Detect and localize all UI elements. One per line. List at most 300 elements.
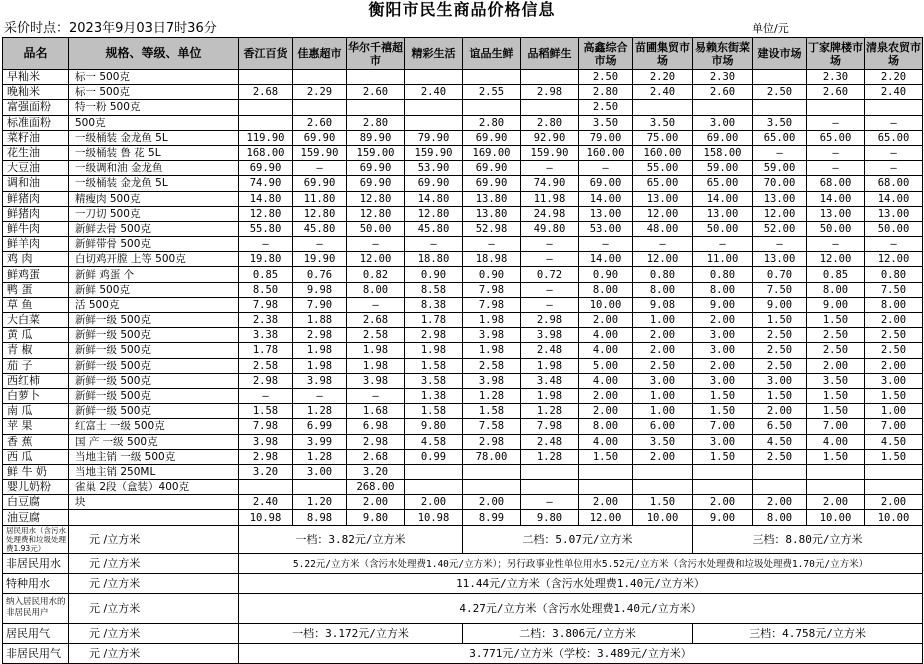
- price-cell: [865, 464, 923, 479]
- price-cell: [693, 100, 753, 115]
- price-cell: 3.48: [521, 373, 579, 388]
- price-cell: [633, 464, 693, 479]
- price-cell: 1.68: [347, 404, 405, 419]
- price-cell: 12.80: [347, 206, 405, 221]
- table-row: [3, 464, 923, 479]
- price-cell: 2.48: [521, 434, 579, 449]
- price-cell: 1.98: [405, 343, 463, 358]
- price-cell: 13.00: [807, 206, 865, 221]
- price-cell: 1.88: [293, 313, 347, 328]
- price-cell: [521, 480, 579, 495]
- table-row: [3, 449, 923, 464]
- price-cell: 7.98: [521, 419, 579, 434]
- price-cell: [293, 70, 347, 85]
- price-cell: 12.00: [753, 206, 807, 221]
- utility-row: [3, 553, 923, 573]
- price-cell: 50.00: [347, 221, 405, 236]
- price-cell: 1.50: [807, 449, 865, 464]
- price-cell: 0.90: [579, 267, 633, 282]
- price-cell: 7.00: [865, 419, 923, 434]
- price-cell: 12.00: [633, 206, 693, 221]
- price-cell: 2.50: [807, 343, 865, 358]
- price-cell: 3.00: [693, 373, 753, 388]
- price-cell: 78.00: [463, 449, 521, 464]
- price-cell: 12.80: [239, 206, 293, 221]
- item-spec: 新鲜 鸡蛋 个: [69, 267, 239, 282]
- item-name: 婴儿奶粉: [3, 480, 69, 495]
- price-cell: 2.00: [693, 313, 753, 328]
- item-spec: 特一粉 500克: [69, 100, 239, 115]
- price-cell: 65.00: [753, 130, 807, 145]
- table-row: [3, 373, 923, 388]
- price-cell: 7.50: [865, 282, 923, 297]
- price-cell: [693, 464, 753, 479]
- utility-rate: 一档：3.82元/立方米: [239, 525, 463, 553]
- price-cell: [405, 464, 463, 479]
- price-cell: [579, 480, 633, 495]
- price-cell: 14.80: [239, 191, 293, 206]
- price-cell: 69.90: [463, 130, 521, 145]
- price-cell: —: [579, 161, 633, 176]
- utility-row: [3, 643, 923, 663]
- price-cell: 1.98: [347, 343, 405, 358]
- price-cell: —: [865, 145, 923, 160]
- item-spec: 新鲜一级 500克: [69, 313, 239, 328]
- utility-unit: 元 /立方米: [69, 643, 239, 663]
- price-cell: 14.00: [807, 191, 865, 206]
- price-cell: 160.00: [579, 145, 633, 160]
- price-cell: 1.50: [693, 404, 753, 419]
- item-spec: 标一 500克: [69, 70, 239, 85]
- price-cell: 7.98: [463, 282, 521, 297]
- price-cell: 3.00: [693, 434, 753, 449]
- table-row: [3, 115, 923, 130]
- item-name: 花生油: [3, 145, 69, 160]
- item-name: 茄 子: [3, 358, 69, 373]
- price-cell: 2.40: [405, 85, 463, 100]
- price-cell: 3.00: [693, 343, 753, 358]
- price-cell: 65.00: [693, 176, 753, 191]
- price-cell: 4.00: [579, 373, 633, 388]
- price-table: [2, 37, 923, 664]
- price-cell: 1.98: [293, 343, 347, 358]
- price-cell: [693, 480, 753, 495]
- header-market: 佳惠超市: [293, 38, 347, 70]
- price-cell: 68.00: [865, 176, 923, 191]
- price-cell: 268.00: [347, 480, 405, 495]
- price-cell: 2.00: [865, 313, 923, 328]
- price-cell: 8.99: [463, 510, 521, 525]
- item-name: 黄 瓜: [3, 328, 69, 343]
- utility-unit: 元 /立方米: [69, 573, 239, 593]
- price-cell: [463, 100, 521, 115]
- price-cell: 70.00: [753, 176, 807, 191]
- item-spec: 活 500克: [69, 297, 239, 312]
- price-cell: 18.98: [463, 252, 521, 267]
- price-cell: 69.90: [405, 176, 463, 191]
- price-cell: [807, 480, 865, 495]
- item-name: 白萝卜: [3, 388, 69, 403]
- price-cell: 50.00: [693, 221, 753, 236]
- price-cell: 3.50: [579, 115, 633, 130]
- price-cell: 12.00: [807, 252, 865, 267]
- item-name: 鸭 蛋: [3, 282, 69, 297]
- table-row: [3, 388, 923, 403]
- price-cell: —: [807, 237, 865, 252]
- page-title: 衡阳市民生商品价格信息: [368, 0, 556, 19]
- utility-rate: 一档：3.172元/立方米: [239, 623, 463, 643]
- price-cell: 10.98: [405, 510, 463, 525]
- price-cell: 6.00: [633, 419, 693, 434]
- price-cell: 24.98: [521, 206, 579, 221]
- price-cell: [293, 480, 347, 495]
- price-cell: 2.98: [239, 449, 293, 464]
- item-name: 鲜鸡蛋: [3, 267, 69, 282]
- price-cell: 8.00: [579, 282, 633, 297]
- price-cell: 0.80: [865, 267, 923, 282]
- price-cell: 2.00: [579, 388, 633, 403]
- price-cell: 2.00: [579, 313, 633, 328]
- price-cell: 3.50: [807, 373, 865, 388]
- item-name: 调和油: [3, 176, 69, 191]
- table-row: [3, 85, 923, 100]
- price-cell: 14.00: [579, 252, 633, 267]
- table-row: [3, 161, 923, 176]
- item-name: 香 蕉: [3, 434, 69, 449]
- price-cell: 119.90: [239, 130, 293, 145]
- item-name: 鲜 牛 奶: [3, 464, 69, 479]
- price-cell: 3.00: [693, 115, 753, 130]
- price-cell: 8.00: [633, 282, 693, 297]
- price-cell: [239, 100, 293, 115]
- table-row: [3, 419, 923, 434]
- price-cell: 9.80: [405, 419, 463, 434]
- price-cell: [807, 464, 865, 479]
- price-cell: 8.58: [405, 282, 463, 297]
- price-cell: —: [807, 161, 865, 176]
- price-cell: [463, 480, 521, 495]
- table-row: [3, 206, 923, 221]
- price-cell: 1.50: [693, 449, 753, 464]
- price-cell: 2.00: [807, 358, 865, 373]
- price-cell: 3.98: [521, 328, 579, 343]
- table-row: [3, 130, 923, 145]
- item-spec: 当地主销 250ML: [69, 464, 239, 479]
- price-cell: 12.80: [347, 191, 405, 206]
- price-cell: [405, 115, 463, 130]
- price-cell: —: [521, 495, 579, 510]
- item-spec: 当地主销 一级 500克: [69, 449, 239, 464]
- header-market: 易赖东街菜市场: [693, 38, 753, 70]
- price-cell: 4.00: [579, 343, 633, 358]
- item-spec: 新鲜一级 500克: [69, 343, 239, 358]
- price-cell: 2.00: [807, 495, 865, 510]
- price-cell: 1.58: [239, 404, 293, 419]
- price-cell: [753, 480, 807, 495]
- item-name: 鲜猪肉: [3, 206, 69, 221]
- price-cell: 3.58: [405, 373, 463, 388]
- utility-rate: 5.22元/立方米（含污水处理费1.40元/立方米）；另行政事业性单位用水5.52元/立方米（含污水处理费和垃圾处理费1.70元/立方米）: [239, 553, 923, 573]
- utility-unit: 元 /立方米: [69, 623, 239, 643]
- price-cell: [239, 115, 293, 130]
- price-cell: 1.28: [293, 449, 347, 464]
- table-row: [3, 480, 923, 495]
- utility-name: 非居民用水: [3, 553, 69, 573]
- item-spec: 国 产 一级 500克: [69, 434, 239, 449]
- price-cell: 159.90: [405, 145, 463, 160]
- item-name: 鲜羊肉: [3, 237, 69, 252]
- price-cell: 0.82: [347, 267, 405, 282]
- price-cell: 2.58: [463, 358, 521, 373]
- utility-row: [3, 623, 923, 643]
- price-cell: 9.00: [753, 297, 807, 312]
- price-cell: 3.00: [633, 373, 693, 388]
- utility-rate: 三档：4.758元/立方米: [693, 623, 923, 643]
- price-cell: 65.00: [807, 130, 865, 145]
- table-row: [3, 145, 923, 160]
- price-cell: 8.00: [807, 282, 865, 297]
- item-spec: 新鲜一级 500克: [69, 373, 239, 388]
- price-cell: 2.98: [463, 434, 521, 449]
- price-cell: 2.40: [633, 85, 693, 100]
- price-cell: 2.00: [633, 328, 693, 343]
- price-cell: 10.00: [579, 297, 633, 312]
- item-spec: 标一 500克: [69, 85, 239, 100]
- table-row: [3, 434, 923, 449]
- price-cell: 13.00: [865, 206, 923, 221]
- price-cell: 69.90: [293, 176, 347, 191]
- item-name: 苹 果: [3, 419, 69, 434]
- price-cell: 2.20: [865, 70, 923, 85]
- item-spec: 一级桶装 金龙鱼 5L: [69, 176, 239, 191]
- item-name: 大白菜: [3, 313, 69, 328]
- utility-row: [3, 525, 923, 553]
- price-cell: 2.60: [293, 115, 347, 130]
- price-cell: 6.50: [753, 419, 807, 434]
- table-row: [3, 495, 923, 510]
- price-cell: 9.08: [633, 297, 693, 312]
- price-cell: 158.00: [693, 145, 753, 160]
- price-cell: 0.99: [405, 449, 463, 464]
- price-cell: 12.80: [293, 206, 347, 221]
- item-spec: 一级桶装 金龙鱼 5L: [69, 130, 239, 145]
- item-name: 白豆腐: [3, 495, 69, 510]
- price-cell: 1.20: [293, 495, 347, 510]
- price-cell: —: [753, 237, 807, 252]
- price-cell: 1.78: [405, 313, 463, 328]
- price-cell: 13.80: [463, 191, 521, 206]
- price-cell: 4.00: [579, 328, 633, 343]
- price-cell: [807, 100, 865, 115]
- price-cell: [347, 100, 405, 115]
- price-cell: 9.00: [693, 510, 753, 525]
- price-cell: 2.00: [693, 358, 753, 373]
- price-cell: 3.00: [293, 464, 347, 479]
- price-cell: 69.90: [293, 130, 347, 145]
- price-cell: —: [405, 237, 463, 252]
- price-cell: 1.38: [405, 388, 463, 403]
- price-cell: 7.98: [239, 297, 293, 312]
- price-cell: [405, 100, 463, 115]
- price-cell: 69.90: [463, 161, 521, 176]
- item-name: 油豆腐: [3, 510, 69, 525]
- utility-name: 特种用水: [3, 573, 69, 593]
- price-cell: —: [463, 237, 521, 252]
- price-cell: 9.00: [807, 297, 865, 312]
- price-cell: 0.85: [239, 267, 293, 282]
- table-row: [3, 313, 923, 328]
- price-cell: 2.50: [753, 358, 807, 373]
- price-cell: 4.50: [753, 434, 807, 449]
- header-spec: 规格、等级、单位: [69, 38, 239, 70]
- utility-row: [3, 593, 923, 623]
- price-cell: —: [865, 237, 923, 252]
- price-cell: 0.80: [633, 267, 693, 282]
- table-row: [3, 221, 923, 236]
- price-cell: 169.00: [463, 145, 521, 160]
- price-cell: [239, 70, 293, 85]
- price-cell: 2.60: [347, 85, 405, 100]
- price-cell: 19.80: [239, 252, 293, 267]
- item-spec: 新鲜去骨 500克: [69, 221, 239, 236]
- price-cell: 3.50: [633, 434, 693, 449]
- price-cell: 8.38: [405, 297, 463, 312]
- price-cell: 3.50: [633, 115, 693, 130]
- item-name: 早籼米: [3, 70, 69, 85]
- header-row: [3, 38, 923, 70]
- price-cell: 168.00: [239, 145, 293, 160]
- price-cell: 2.50: [579, 100, 633, 115]
- price-cell: —: [865, 115, 923, 130]
- price-cell: 1.50: [753, 388, 807, 403]
- price-cell: 59.00: [693, 161, 753, 176]
- item-name: 晚籼米: [3, 85, 69, 100]
- item-name: 鲜牛肉: [3, 221, 69, 236]
- price-cell: 2.50: [753, 343, 807, 358]
- price-cell: 7.00: [807, 419, 865, 434]
- utility-rate: 3.771元/立方米（学校：3.489元/立方米）: [239, 643, 923, 663]
- header-market: 精彩生活: [405, 38, 463, 70]
- price-cell: 3.98: [239, 434, 293, 449]
- price-cell: 69.00: [579, 176, 633, 191]
- price-cell: —: [521, 252, 579, 267]
- price-cell: 1.00: [633, 313, 693, 328]
- price-cell: 79.00: [579, 130, 633, 145]
- item-spec: 白切鸡开膛 上等 500克: [69, 252, 239, 267]
- price-cell: 2.00: [633, 449, 693, 464]
- item-name: 西 瓜: [3, 449, 69, 464]
- price-cell: 69.00: [693, 130, 753, 145]
- price-cell: 1.98: [463, 343, 521, 358]
- price-cell: 1.00: [633, 388, 693, 403]
- price-cell: 2.68: [347, 449, 405, 464]
- table-row: [3, 237, 923, 252]
- price-cell: 9.80: [521, 510, 579, 525]
- price-cell: 7.58: [463, 419, 521, 434]
- header-market: 高鑫综合市场: [579, 38, 633, 70]
- price-cell: 0.70: [753, 267, 807, 282]
- price-cell: 11.80: [293, 191, 347, 206]
- price-cell: 55.00: [633, 161, 693, 176]
- price-cell: 13.00: [693, 206, 753, 221]
- price-cell: [347, 70, 405, 85]
- price-cell: 2.20: [633, 70, 693, 85]
- price-rows: [3, 70, 923, 526]
- price-cell: —: [865, 161, 923, 176]
- price-cell: 8.98: [293, 510, 347, 525]
- price-cell: 2.50: [579, 70, 633, 85]
- price-cell: 3.98: [463, 328, 521, 343]
- price-cell: 6.99: [293, 419, 347, 434]
- header-market: 建设市场: [753, 38, 807, 70]
- utility-unit: 元 /立方米: [69, 525, 239, 553]
- price-cell: [633, 100, 693, 115]
- item-spec: 雀巢 2段（盒装）400克: [69, 480, 239, 495]
- price-cell: 7.90: [293, 297, 347, 312]
- price-cell: 2.60: [807, 85, 865, 100]
- price-cell: 52.98: [463, 221, 521, 236]
- price-cell: 12.00: [633, 252, 693, 267]
- price-cell: 3.50: [753, 115, 807, 130]
- price-cell: 8.00: [693, 282, 753, 297]
- price-cell: 1.50: [865, 388, 923, 403]
- price-cell: [463, 70, 521, 85]
- price-cell: 12.00: [579, 510, 633, 525]
- price-cell: —: [521, 297, 579, 312]
- price-cell: 2.00: [753, 404, 807, 419]
- price-cell: 1.98: [463, 313, 521, 328]
- price-cell: 4.00: [807, 434, 865, 449]
- price-cell: —: [521, 237, 579, 252]
- price-cell: 19.90: [293, 252, 347, 267]
- header-market: 谊品生鲜: [463, 38, 521, 70]
- price-cell: —: [633, 237, 693, 252]
- price-cell: 14.80: [405, 191, 463, 206]
- price-cell: 2.00: [633, 343, 693, 358]
- price-cell: 2.48: [521, 343, 579, 358]
- price-cell: [521, 70, 579, 85]
- price-cell: 92.90: [521, 130, 579, 145]
- price-cell: 159.90: [521, 145, 579, 160]
- item-spec: 新鲜一级 500克: [69, 404, 239, 419]
- price-cell: 1.98: [521, 358, 579, 373]
- price-cell: 2.55: [463, 85, 521, 100]
- price-cell: 2.60: [693, 85, 753, 100]
- price-cell: [753, 464, 807, 479]
- utility-rows: [3, 525, 923, 663]
- utility-unit: 元 /立方米: [69, 593, 239, 623]
- price-cell: 13.00: [633, 191, 693, 206]
- price-cell: 2.80: [347, 115, 405, 130]
- utility-name: 居民用水（含污水处理费和垃圾处理费1.93元）: [3, 525, 69, 553]
- price-cell: 2.80: [579, 85, 633, 100]
- header-market: 苗圃集贸市场: [633, 38, 693, 70]
- header-name: 品名: [3, 38, 69, 70]
- price-cell: 0.85: [807, 267, 865, 282]
- price-cell: 2.50: [633, 358, 693, 373]
- price-cell: 8.00: [347, 282, 405, 297]
- price-cell: 5.00: [579, 358, 633, 373]
- price-cell: 2.50: [865, 328, 923, 343]
- price-cell: 2.50: [753, 328, 807, 343]
- price-cell: 9.98: [293, 282, 347, 297]
- price-cell: 1.28: [521, 449, 579, 464]
- item-name: 大豆油: [3, 161, 69, 176]
- price-cell: 2.50: [753, 85, 807, 100]
- price-cell: 2.40: [865, 85, 923, 100]
- price-cell: 1.58: [405, 358, 463, 373]
- price-cell: 3.00: [865, 373, 923, 388]
